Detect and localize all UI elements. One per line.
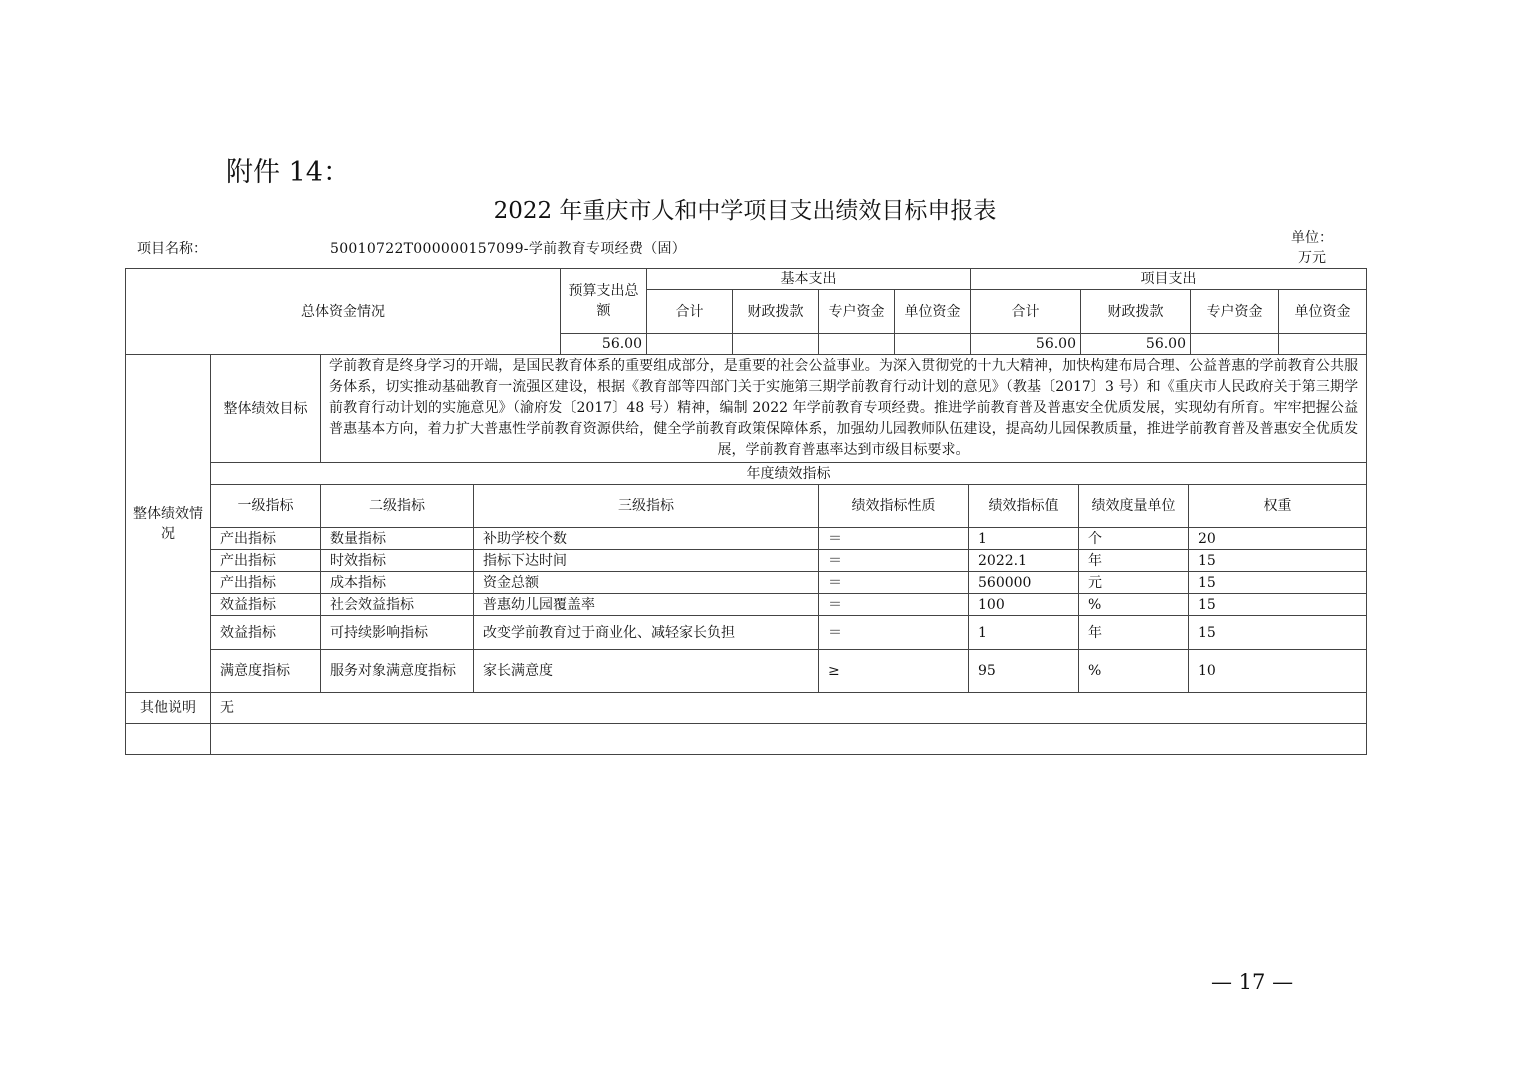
weight-cell: 15	[1189, 572, 1367, 594]
empty-row	[211, 724, 1367, 755]
nature-cell: ＝	[819, 616, 969, 650]
unit-cell: 元	[1079, 572, 1189, 594]
value-cell: 1	[969, 528, 1079, 550]
level3-header: 三级指标	[474, 485, 819, 528]
value-cell: 560000	[969, 572, 1079, 594]
budget-total-header: 预算支出总额	[561, 269, 647, 334]
nature-cell: ＝	[819, 572, 969, 594]
unit-cell: 年	[1079, 616, 1189, 650]
level2-cell: 服务对象满意度指标	[321, 650, 474, 693]
weight-cell: 15	[1189, 550, 1367, 572]
unit-header: 绩效度量单位	[1079, 485, 1189, 528]
level1-cell: 效益指标	[211, 594, 321, 616]
page-number: — 17 —	[1211, 970, 1294, 994]
project-name-label: 项目名称：	[137, 241, 207, 257]
project-unit-header: 单位资金	[1279, 290, 1367, 334]
level2-cell: 数量指标	[321, 528, 474, 550]
level1-cell: 效益指标	[211, 616, 321, 650]
table-row	[126, 594, 1367, 616]
attachment-label: 附件 14：	[226, 157, 350, 188]
project-total-value: 56.00	[971, 334, 1081, 355]
level2-header: 二级指标	[321, 485, 474, 528]
basic-fiscal-value	[733, 334, 819, 355]
table-row	[126, 650, 1367, 693]
level1-cell: 满意度指标	[211, 650, 321, 693]
weight-cell: 10	[1189, 650, 1367, 693]
level3-cell: 补助学校个数	[474, 528, 819, 550]
table-row	[126, 528, 1367, 550]
value-cell: 2022.1	[969, 550, 1079, 572]
budget-total-value: 56.00	[561, 334, 647, 355]
weight-cell: 20	[1189, 528, 1367, 550]
nature-cell: ＝	[819, 550, 969, 572]
unit-cell: 个	[1079, 528, 1189, 550]
table-row	[126, 550, 1367, 572]
unit-cell: %	[1079, 650, 1189, 693]
nature-header: 绩效指标性质	[819, 485, 969, 528]
performance-section-label: 整体绩效情况	[126, 355, 211, 693]
level3-cell: 家长满意度	[474, 650, 819, 693]
unit-note-line2: 万元	[1298, 250, 1326, 266]
weight-header: 权重	[1189, 485, 1367, 528]
value-cell: 95	[969, 650, 1079, 693]
level2-cell: 可持续影响指标	[321, 616, 474, 650]
performance-table	[125, 354, 1367, 755]
level1-cell: 产出指标	[211, 550, 321, 572]
project-expenditure-header: 项目支出	[971, 269, 1367, 290]
basic-unit-value	[895, 334, 971, 355]
value-cell: 1	[969, 616, 1079, 650]
level3-cell: 指标下达时间	[474, 550, 819, 572]
basic-unit-header: 单位资金	[895, 290, 971, 334]
unit-note	[1290, 228, 1334, 268]
unit-cell: 年	[1079, 550, 1189, 572]
other-notes-label: 其他说明	[126, 693, 211, 724]
other-notes-text: 无	[211, 693, 1367, 724]
level3-cell: 普惠幼儿园覆盖率	[474, 594, 819, 616]
weight-cell: 15	[1189, 616, 1367, 650]
basic-fiscal-header: 财政拨款	[733, 290, 819, 334]
form-title: 2022 年重庆市人和中学项目支出绩效目标申报表	[493, 198, 997, 224]
basic-expenditure-header: 基本支出	[647, 269, 971, 290]
basic-special-value	[819, 334, 895, 355]
nature-cell: ≥	[819, 650, 969, 693]
funding-row-label: 总体资金情况	[126, 269, 561, 355]
level2-cell: 时效指标	[321, 550, 474, 572]
annual-indicators-label: 年度绩效指标	[211, 463, 1367, 485]
value-header: 绩效指标值	[969, 485, 1079, 528]
project-total-header: 合计	[971, 290, 1081, 334]
basic-total-header: 合计	[647, 290, 733, 334]
project-special-value	[1191, 334, 1279, 355]
project-unit-value	[1279, 334, 1367, 355]
level1-header: 一级指标	[211, 485, 321, 528]
level3-cell: 改变学前教育过于商业化、减轻家长负担	[474, 616, 819, 650]
project-special-header: 专户资金	[1191, 290, 1279, 334]
empty-cell	[126, 724, 211, 755]
unit-cell: %	[1079, 594, 1189, 616]
level3-cell: 资金总额	[474, 572, 819, 594]
table-row	[126, 572, 1367, 594]
nature-cell: ＝	[819, 528, 969, 550]
overall-goal-text: 学前教育是终身学习的开端，是国民教育体系的重要组成部分，是重要的社会公益事业。为深入贯彻党的十九大精神，加快构建布局合理、公益普惠的学前教育公共服务体系，切实推动基础教育一流强区建设，根据《教育部等四部门关于实施第三期学前教育行动计划的意见》（教基〔2017〕3 号）和《重庆市人民政府关于第三期学前教育行动计划的实施意见》（渝府发〔2017〕48 号）精神，编制 2022 年学前教育专项经费。推进学前教育普及普惠安全优质发展，实现幼有所育。牢牢把握公益普惠基本方向，着力扩大普惠性学前教育资源供给，健全学前教育政策保障体系，加强幼儿园教师队伍建设，提高幼儿园保教质量，推进学前教育普及普惠安全优质发展，学前教育普惠率达到市级目标要求。	[321, 355, 1367, 463]
basic-total-value	[647, 334, 733, 355]
project-fiscal-header: 财政拨款	[1081, 290, 1191, 334]
project-name-value: 50010722T000000157099-学前教育专项经费（固）	[330, 241, 687, 257]
nature-cell: ＝	[819, 594, 969, 616]
table-row	[126, 616, 1367, 650]
level1-cell: 产出指标	[211, 572, 321, 594]
funding-table	[125, 268, 1367, 355]
level2-cell: 社会效益指标	[321, 594, 474, 616]
project-fiscal-value: 56.00	[1081, 334, 1191, 355]
overall-goal-label: 整体绩效目标	[211, 355, 321, 463]
basic-special-header: 专户资金	[819, 290, 895, 334]
level2-cell: 成本指标	[321, 572, 474, 594]
value-cell: 100	[969, 594, 1079, 616]
level1-cell: 产出指标	[211, 528, 321, 550]
weight-cell: 15	[1189, 594, 1367, 616]
unit-note-line1: 单位：	[1291, 230, 1333, 246]
